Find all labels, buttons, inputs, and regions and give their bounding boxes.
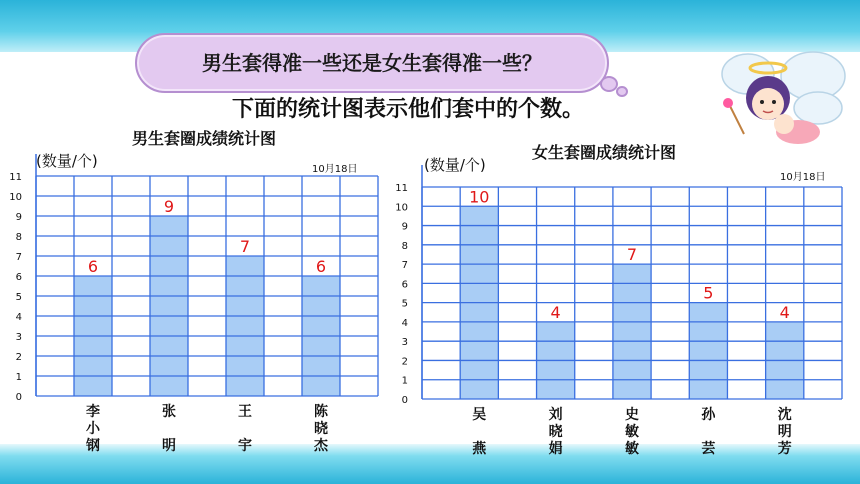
category-label: 晓 <box>314 421 328 437</box>
category-label: 杰 <box>314 438 328 454</box>
bar <box>689 303 727 399</box>
category-label: 王 <box>238 404 252 420</box>
data-label: 10 <box>469 187 490 207</box>
y-tick-label: 8 <box>401 240 408 252</box>
category-label: 李 <box>86 404 100 420</box>
fairy-illustration <box>718 36 848 156</box>
question-text: 男生套得准一些还是女生套得准一些？ <box>202 51 542 75</box>
y-tick-label: 11 <box>9 172 22 183</box>
y-tick-label: 5 <box>401 298 408 310</box>
y-tick-label: 6 <box>401 279 408 291</box>
boys-y-axis-label: (数量/个) <box>36 152 98 170</box>
category-label: 芸 <box>701 441 716 457</box>
y-tick-label: 3 <box>401 337 408 349</box>
data-label: 4 <box>550 302 561 322</box>
y-tick-label: 7 <box>15 252 22 263</box>
y-tick-label: 5 <box>15 292 22 303</box>
girls-y-axis-label: (数量/个) <box>424 156 486 174</box>
data-label: 6 <box>87 257 99 276</box>
category-label: 宇 <box>238 438 252 454</box>
category-label: 吴 <box>472 407 487 423</box>
y-tick-label: 4 <box>15 312 22 323</box>
y-tick-label: 6 <box>15 272 22 283</box>
y-tick-label: 1 <box>15 372 22 383</box>
category-label: 燕 <box>472 441 487 457</box>
category-label: 敏 <box>625 441 639 457</box>
girls-bar-chart <box>0 175 860 475</box>
y-tick-label: 1 <box>401 375 408 387</box>
y-tick-label: 9 <box>15 212 22 223</box>
y-tick-label: 9 <box>401 221 408 233</box>
category-label: 史 <box>625 407 639 423</box>
y-tick-label: 11 <box>395 183 408 194</box>
category-label: 张 <box>162 404 176 420</box>
girls-chart-title: 女生套圈成绩统计图 <box>532 143 677 162</box>
data-label: 9 <box>163 197 175 216</box>
data-label: 7 <box>626 245 638 265</box>
y-tick-label: 10 <box>395 202 408 214</box>
y-tick-label: 2 <box>15 352 22 363</box>
category-label: 明 <box>162 438 176 454</box>
subtitle: 下面的统计图表示他们套中的个数。 <box>232 96 585 122</box>
category-label: 娟 <box>548 441 563 457</box>
category-label: 沈 <box>777 407 792 423</box>
category-label: 芳 <box>777 441 792 457</box>
category-label: 钢 <box>86 438 100 454</box>
bar <box>613 264 651 399</box>
boys-chart-date: 10月18日 <box>312 164 358 175</box>
y-tick-label: 10 <box>9 192 22 203</box>
data-label: 4 <box>779 302 790 322</box>
category-label: 孙 <box>701 407 716 423</box>
y-tick-label: 3 <box>15 332 22 343</box>
y-tick-label: 2 <box>401 356 408 368</box>
category-label: 明 <box>777 424 792 440</box>
question-cloud <box>135 33 609 93</box>
category-label: 晓 <box>548 424 563 440</box>
cloud-bubble <box>616 86 628 97</box>
data-label: 6 <box>315 257 327 276</box>
girls-chart-date: 10月18日 <box>780 172 826 183</box>
y-tick-label: 8 <box>15 232 22 243</box>
category-label: 陈 <box>314 404 328 420</box>
y-tick-label: 0 <box>15 392 22 403</box>
y-tick-label: 4 <box>401 317 408 329</box>
data-label: 7 <box>239 237 251 256</box>
category-label: 刘 <box>548 407 563 423</box>
category-label: 小 <box>86 421 100 437</box>
y-tick-label: 0 <box>401 395 408 406</box>
boys-chart-title: 男生套圈成绩统计图 <box>132 129 277 148</box>
category-label: 敏 <box>625 424 639 440</box>
data-label: 5 <box>703 283 714 303</box>
y-tick-label: 7 <box>401 260 408 272</box>
